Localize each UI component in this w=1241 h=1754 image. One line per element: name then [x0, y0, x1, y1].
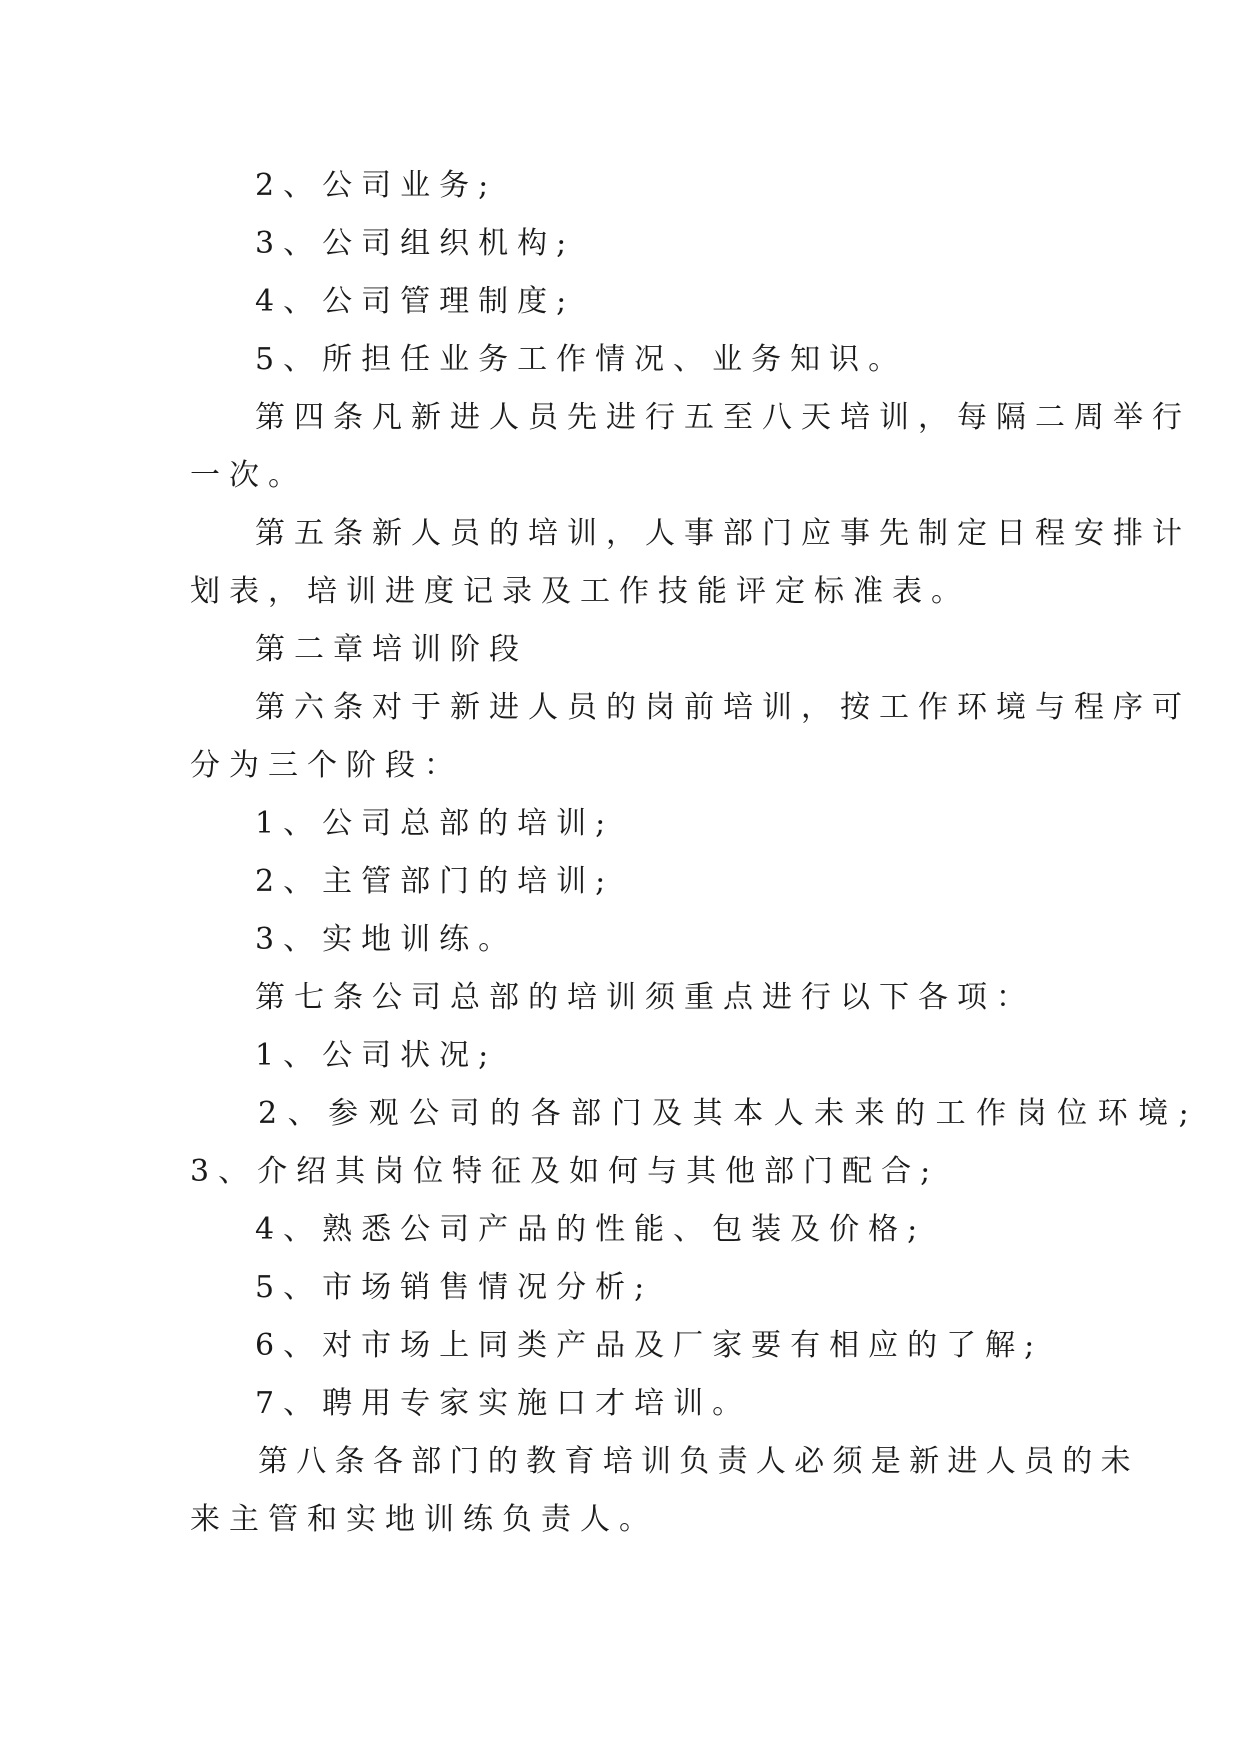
- text-line: 2、主管部门的培训;: [255, 864, 615, 899]
- text-line: 3、实地训练。: [255, 922, 518, 957]
- text-line: 7、聘用专家实施口才培训。: [255, 1386, 752, 1421]
- text-line: 1、公司总部的培训;: [255, 806, 615, 841]
- text-line: 6、对市场上同类产品及厂家要有相应的了解;: [255, 1328, 1044, 1363]
- text-line: 第五条新人员的培训，人事部门应事先制定日程安排计: [255, 516, 1191, 551]
- text-line: 2、公司业务;: [255, 168, 498, 203]
- text-line: 第八条各部门的教育培训负责人必须是新进人员的未: [258, 1444, 1139, 1479]
- text-line: 来主管和实地训练负责人。: [190, 1502, 658, 1537]
- text-line: 2、参观公司的各部门及其本人未来的工作岗位环境;: [258, 1096, 1200, 1131]
- text-line: 划表，培训进度记录及工作技能评定标准表。: [190, 574, 970, 609]
- text-line: 3、介绍其岗位特征及如何与其他部门配合;: [190, 1154, 940, 1189]
- chapter-heading: 第二章培训阶段: [255, 632, 528, 667]
- text-line: 1、公司状况;: [255, 1038, 498, 1073]
- text-line: 3、公司组织机构;: [255, 226, 576, 261]
- text-line: 第六条对于新进人员的岗前培训，按工作环境与程序可: [255, 690, 1191, 725]
- text-line: 分为三个阶段：: [190, 748, 463, 783]
- text-line: 4、熟悉公司产品的性能、包装及价格;: [255, 1212, 927, 1247]
- text-line: 5、市场销售情况分析;: [255, 1270, 654, 1305]
- text-line: 一次。: [190, 458, 307, 493]
- text-line: 5、所担任业务工作情况、业务知识。: [255, 342, 908, 377]
- text-line: 第七条公司总部的培训须重点进行以下各项：: [255, 980, 1035, 1015]
- text-line: 第四条凡新进人员先进行五至八天培训，每隔二周举行: [255, 400, 1191, 435]
- text-line: 4、公司管理制度;: [255, 284, 576, 319]
